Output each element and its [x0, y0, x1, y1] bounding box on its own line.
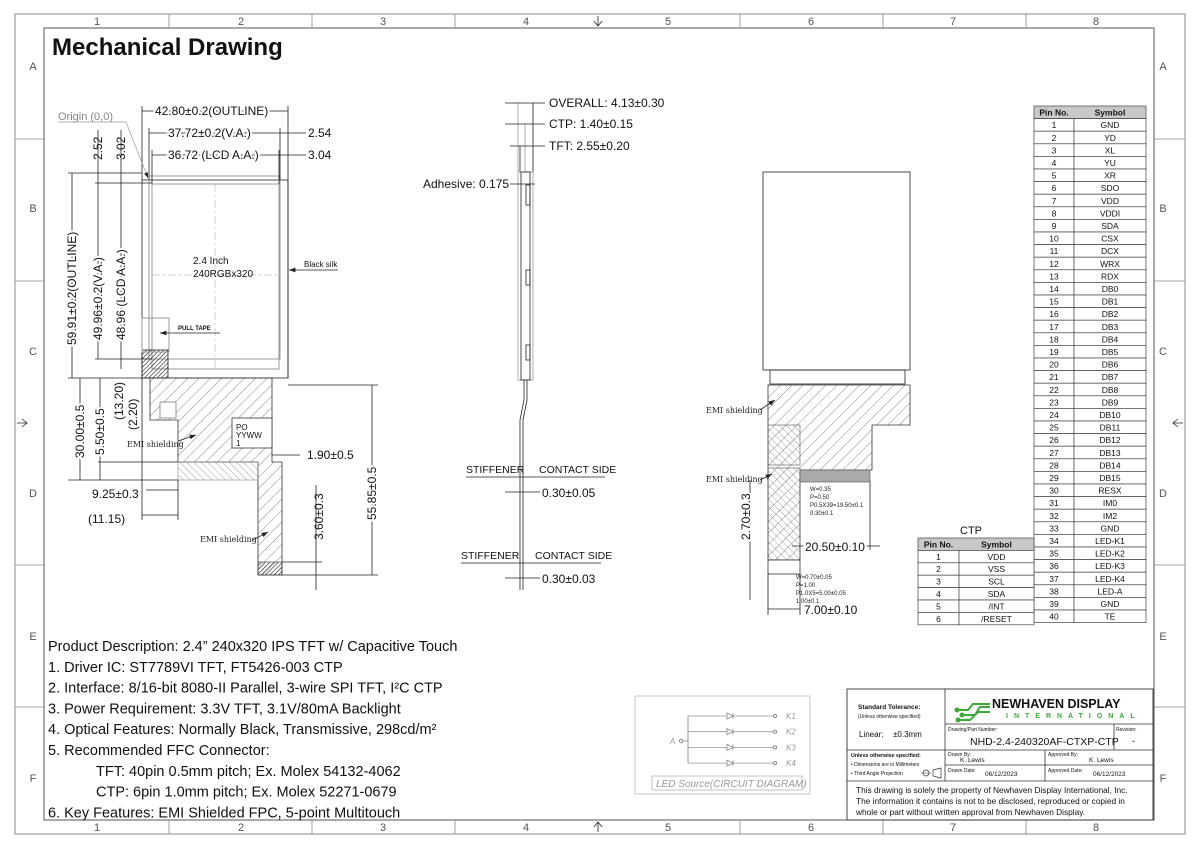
table-row	[1034, 144, 1146, 157]
pin-symbol: DB8	[1101, 384, 1119, 395]
pin-number: 22	[1049, 384, 1059, 395]
led-branch	[688, 743, 796, 752]
dim-55-85: 55.85±0.5	[365, 466, 379, 520]
rear-view	[706, 172, 910, 617]
table-row	[1034, 534, 1146, 547]
table-row	[1034, 459, 1146, 472]
row-label: A	[29, 61, 37, 73]
pin-symbol: LED-K1	[1095, 536, 1125, 546]
pin-symbol: DB0	[1101, 284, 1119, 294]
third-angle-projection-icon	[921, 768, 941, 778]
pin-symbol: /INT	[988, 601, 1005, 612]
dim-stiffener-thickness-1: 0.30±0.05	[542, 486, 596, 500]
tft-pad-span: P0.5X39=19.50±0.1	[810, 503, 864, 509]
description-line: 4. Optical Features: Normally Black, Transmissive, 298cd/m²	[48, 722, 437, 739]
column-label: 5	[664, 822, 672, 834]
pin-number: 8	[1051, 208, 1057, 219]
pin-symbol: DB12	[1099, 435, 1121, 446]
pin-number: 6	[1051, 183, 1057, 194]
dim-outline-width: 42.80±0.2(OUTLINE)	[155, 104, 269, 118]
pin-number: 11	[1049, 246, 1059, 257]
pin-symbol: LED-K4	[1095, 573, 1125, 584]
row-labels-right	[1159, 61, 1167, 785]
pin-symbol: DB15	[1099, 473, 1121, 483]
emi-shielding-label-1: EMI shielding	[127, 440, 184, 449]
tft-pad-pitch: P=0.50	[810, 495, 830, 501]
row-label: C	[1159, 346, 1167, 358]
tft-pin-table	[1034, 106, 1146, 623]
pin-symbol: DCX	[1101, 246, 1119, 257]
dim-va-height: 49.96±0.2(V.A.)	[91, 257, 105, 340]
page-title: Mechanical Drawing	[52, 34, 283, 61]
table-row	[1034, 169, 1146, 182]
pin-symbol: DB5	[1101, 347, 1119, 357]
dim-2-2: (2.20)	[126, 398, 140, 430]
pin-number: 31	[1049, 498, 1059, 509]
pin-symbol: DB13	[1099, 447, 1121, 458]
dim-11-15: (11.15)	[88, 512, 126, 526]
row-label: E	[1159, 631, 1167, 643]
stiffener-label-1: STIFFENER	[466, 464, 525, 476]
column-label: 4	[522, 16, 530, 28]
pin-number: 1	[936, 551, 941, 562]
column-labels-top	[94, 16, 1099, 28]
pin-number: 18	[1049, 334, 1059, 345]
pin-number: 27	[1049, 447, 1059, 458]
pin-number: 29	[1049, 473, 1059, 483]
row-label: F	[29, 773, 37, 785]
table-row	[1034, 156, 1146, 169]
pin-number: 5	[1051, 170, 1057, 181]
pin-symbol: VDDI	[1099, 208, 1121, 219]
dim-5-5: 5.50±0.5	[93, 408, 107, 455]
pin-symbol: SDO	[1100, 183, 1120, 194]
table-header: Pin No.	[1039, 107, 1069, 118]
pin-symbol: DB1	[1101, 296, 1119, 307]
column-label: 6	[807, 822, 815, 834]
pin-number: 36	[1049, 561, 1059, 572]
table-row	[1034, 207, 1146, 220]
table-row	[1034, 333, 1146, 346]
table-row	[1034, 471, 1146, 484]
table-row	[1034, 509, 1146, 522]
pin-number: 33	[1049, 523, 1059, 534]
row-labels-left	[29, 61, 37, 785]
table-row	[1034, 585, 1146, 598]
logo-text-main: NEWHAVEN DISPLAY	[992, 697, 1121, 711]
part-number-label: Drawing/Part Number:	[948, 727, 998, 733]
pin-number: 13	[1049, 271, 1059, 282]
column-label: 4	[522, 822, 530, 834]
pin-number: 1	[1051, 120, 1057, 131]
table-row	[1034, 408, 1146, 421]
column-label: 1	[93, 822, 101, 834]
pin-symbol: VDD	[987, 551, 1006, 562]
pin-number: 35	[1049, 548, 1059, 559]
pin-symbol: DB10	[1099, 410, 1121, 420]
pin-symbol: VSS	[987, 564, 1006, 575]
pin-number: 17	[1049, 321, 1059, 332]
linear-tolerance-value: ±0.3mm	[893, 730, 922, 739]
pin-number: 15	[1049, 296, 1059, 307]
pin-symbol: IM2	[1102, 510, 1118, 521]
pin-symbol: GND	[1100, 120, 1120, 131]
emi-shielding-label-2: EMI shielding	[200, 535, 257, 544]
column-label: 5	[664, 16, 672, 28]
table-row	[918, 563, 1034, 575]
table-row	[1034, 119, 1146, 132]
table-header: Symbol	[981, 539, 1012, 550]
dim-ctp-fpc-width: 7.00±0.10	[804, 603, 858, 617]
emi-shielding-label-3: EMI shielding	[706, 406, 763, 415]
dim-ctp-thickness: CTP: 1.40±0.15	[549, 117, 633, 131]
table-row	[918, 612, 1034, 624]
pin-symbol: /RESET	[981, 613, 1012, 624]
notice-line-2: The information it contains is not to be disclosed, reproduced or copied in	[856, 796, 1125, 806]
approved-date: 06/12/2023	[1093, 771, 1126, 778]
pin-number: 10	[1049, 233, 1059, 244]
ctp-pad-pitch: P=1.00	[796, 583, 816, 589]
pin-number: 5	[936, 601, 941, 612]
description-line: TFT: 40pin 0.5mm pitch; Ex. Molex 54132-4062	[96, 763, 401, 780]
led-branch	[688, 759, 796, 768]
anode-label: A	[670, 737, 676, 746]
pin-symbol: LED-K2	[1095, 548, 1125, 559]
table-row	[1034, 245, 1146, 258]
table-row	[1034, 547, 1146, 560]
table-row	[1034, 560, 1146, 573]
front-view	[58, 104, 379, 590]
pin-symbol: LED-K3	[1095, 561, 1125, 572]
pin-number: 23	[1049, 397, 1059, 408]
table-row	[1034, 295, 1146, 308]
circuit-caption: LED Source(CIRCUIT DIAGRAM)	[656, 779, 807, 790]
drawn-date: 06/12/2023	[985, 771, 1018, 778]
table-row	[918, 575, 1034, 587]
pull-tape-tab	[142, 350, 168, 378]
stiffener-label-2: STIFFENER	[461, 550, 520, 562]
pin-symbol: DB4	[1101, 334, 1119, 345]
pin-symbol: DB2	[1101, 309, 1119, 320]
black-silk-label: Black silk	[304, 260, 338, 269]
linear-label: Linear:	[859, 730, 884, 739]
table-row	[1034, 320, 1146, 333]
pin-number: 39	[1049, 599, 1059, 609]
contact-side-label-2: CONTACT SIDE	[535, 550, 613, 562]
pin-number: 9	[1051, 221, 1057, 231]
revision-label: Revision:	[1116, 727, 1137, 733]
pin-number: 3	[1051, 145, 1057, 156]
table-row	[1034, 434, 1146, 447]
table-row	[1034, 597, 1146, 610]
dimensions-note: • Dimensions are in Millimeters	[851, 762, 920, 768]
pin-symbol: TE	[1104, 611, 1116, 622]
pin-symbol: SCL	[988, 576, 1005, 587]
dim-2-52: 2.52	[91, 136, 105, 160]
approved-date-label: Approved Date:	[1048, 768, 1083, 774]
product-description	[48, 639, 457, 821]
terminal-icon	[773, 714, 776, 717]
column-label: 1	[93, 16, 101, 28]
dim-tft-thickness: TFT: 2.55±0.20	[549, 139, 630, 153]
table-row	[1034, 484, 1146, 497]
pin-symbol: CSX	[1101, 233, 1119, 244]
pin-number: 21	[1049, 372, 1059, 383]
pull-tape-label: PULL TAPE	[178, 326, 211, 332]
pin-number: 4	[1051, 158, 1057, 168]
pin-symbol: DB9	[1101, 397, 1119, 408]
drawn-by-label: Drawn By:	[948, 752, 972, 758]
description-line: CTP: 6pin 1.0mm pitch; Ex. Molex 52271-0679	[96, 784, 397, 801]
approved-by: K. Lewis	[1089, 757, 1114, 764]
table-row	[1034, 421, 1146, 434]
projection-note: • Third Angle Projection	[851, 771, 903, 777]
pin-number: 12	[1049, 258, 1059, 269]
cathode-label: K1	[786, 712, 796, 721]
dim-stiffener-thickness-2: 0.30±0.03	[542, 572, 596, 586]
notice-line-3: whole or part without written approval from Newhaven Display.	[856, 807, 1086, 817]
pin-symbol: DB3	[1101, 321, 1119, 332]
ctp-fpc-contacts	[768, 560, 800, 574]
pin-symbol: DB14	[1099, 460, 1121, 471]
column-label: 3	[379, 822, 387, 834]
table-row	[1034, 358, 1146, 371]
table-row	[1034, 232, 1146, 245]
origin-label: Origin (0,0)	[58, 111, 114, 123]
table-row	[1034, 497, 1146, 510]
pin-number: 38	[1049, 586, 1059, 597]
description-line: 3. Power Requirement: 3.3V TFT, 3.1V/80mA Backlight	[48, 701, 401, 718]
table-row	[1034, 345, 1146, 358]
table-row	[1034, 282, 1146, 295]
pin-symbol: XL	[1104, 145, 1116, 156]
pin-symbol: WRX	[1100, 258, 1120, 269]
pin-number: 37	[1049, 573, 1059, 584]
display-size-label: 2.4 Inch	[193, 256, 229, 267]
tolerance-subtitle: (Unless otherwise specified)	[858, 714, 921, 720]
dim-adhesive: Adhesive: 0.175	[423, 177, 510, 191]
pin-number: 2	[936, 564, 941, 575]
dim-1-9: 1.90±0.5	[307, 448, 354, 462]
pin-number: 24	[1049, 410, 1059, 420]
row-label: D	[29, 488, 37, 500]
dim-va-width: 37.72±0.2(V.A.)	[168, 126, 251, 140]
pin-number: 14	[1049, 284, 1059, 294]
led-diode-icon	[727, 713, 733, 719]
pin-number: 34	[1049, 536, 1059, 546]
pin-symbol: IM0	[1102, 498, 1118, 509]
dim-lcd-aa-width: 36.72 (LCD A.A.)	[168, 148, 259, 162]
table-header: Pin No.	[923, 539, 954, 550]
resolution-label: 240RGBx320	[193, 269, 254, 280]
table-row	[918, 588, 1034, 600]
table-row	[1034, 131, 1146, 144]
dim-3-02: 3.02	[114, 136, 128, 160]
cathode-label: K2	[786, 727, 796, 737]
unless-specified-title: Unless otherwise specified:	[851, 753, 921, 759]
cathode-label: K4	[786, 759, 796, 769]
emi-shielding-label-4: EMI shielding	[706, 475, 763, 484]
led-diode-icon	[727, 760, 733, 766]
table-row	[918, 550, 1034, 562]
column-label: 3	[379, 16, 387, 28]
table-row	[1034, 371, 1146, 384]
table-row	[1034, 270, 1146, 283]
pin-number: 4	[936, 589, 941, 599]
dim-3-04: 3.04	[308, 148, 332, 162]
table-row	[1034, 308, 1146, 321]
dim-2-7: 2.70±0.3	[739, 493, 753, 540]
tft-pad-edge: 0.30±0.1	[810, 511, 834, 517]
column-label: 2	[237, 16, 245, 28]
pin-number: 20	[1049, 359, 1059, 370]
pin-number: 2	[1051, 132, 1057, 143]
row-label: F	[1159, 773, 1167, 785]
pin-symbol: RESX	[1098, 485, 1122, 496]
table-row	[1034, 383, 1146, 396]
approved-by-label: Approved By:	[1048, 752, 1079, 758]
ctp-pad-span: P1.0X5=5.00±0.05	[796, 591, 846, 597]
description-line: 5. Recommended FFC Connector:	[48, 743, 270, 759]
tft-pad-width: W=0.35	[810, 487, 831, 493]
terminal-icon	[773, 762, 776, 765]
label-1: 1	[236, 439, 241, 448]
logo-text-sub: INTERNATIONAL	[1006, 713, 1141, 720]
dim-30: 30.00±0.5	[73, 404, 87, 458]
pin-symbol: YD	[1104, 132, 1116, 143]
dim-tft-fpc-width: 20.50±0.10	[805, 540, 865, 554]
column-label: 2	[237, 822, 245, 834]
label-yyww: YYWW	[236, 431, 262, 440]
pin-symbol: DB11	[1099, 422, 1121, 433]
newhaven-logo	[955, 697, 1141, 723]
pin-symbol: RDX	[1101, 271, 1119, 282]
column-label: 7	[949, 822, 957, 834]
notice-line-1: This drawing is solely the property of Newhaven Display International, Inc.	[856, 785, 1128, 795]
table-row	[1034, 446, 1146, 459]
pin-number: 40	[1049, 611, 1059, 622]
pin-symbol: XR	[1104, 170, 1116, 181]
pin-symbol: VDD	[1101, 195, 1119, 206]
column-label: 8	[1092, 16, 1100, 28]
side-view	[423, 96, 665, 590]
table-row	[1034, 257, 1146, 270]
description-line: 1. Driver IC: ST7789VI TFT, FT5426-003 CTP	[48, 659, 343, 676]
pin-number: 30	[1049, 485, 1059, 496]
table-row	[918, 600, 1034, 612]
label-po: PO	[236, 423, 248, 432]
drawn-by: K. Lewis	[960, 757, 985, 764]
column-label: 6	[807, 16, 815, 28]
dim-overall: OVERALL: 4.13±0.30	[549, 96, 665, 110]
tft-fpc-contacts	[800, 470, 870, 482]
dim-outline-height: 59.91±0.2(OUTLINE)	[65, 231, 79, 345]
row-label: D	[1159, 488, 1167, 500]
dim-9-25: 9.25±0.3	[92, 487, 139, 501]
row-label: B	[1159, 203, 1167, 215]
table-row	[1034, 572, 1146, 585]
row-label: E	[29, 631, 37, 643]
led-diode-icon	[727, 729, 733, 735]
dim-lcd-aa-height: 48.96 (LCD A.A.)	[114, 249, 128, 340]
pin-number: 19	[1049, 347, 1059, 357]
pin-number: 7	[1051, 195, 1057, 206]
terminal-icon	[773, 746, 776, 749]
contact-side-label-1: CONTACT SIDE	[539, 464, 617, 476]
pin-symbol: DB7	[1101, 372, 1119, 383]
pin-number: 3	[936, 576, 941, 587]
pin-symbol: SDA	[987, 589, 1006, 599]
drawn-date-label: Drawn Date:	[948, 768, 976, 774]
table-header: Symbol	[1094, 107, 1126, 118]
row-label: C	[29, 346, 37, 358]
pin-symbol: GND	[1100, 523, 1120, 534]
pin-number: 26	[1049, 435, 1059, 446]
description-line: 6. Key Features: EMI Shielded FPC, 5-point Multitouch	[48, 805, 401, 822]
dim-13-2: (13.20)	[112, 381, 126, 420]
ctp-table-title: CTP	[960, 525, 982, 537]
dim-3-6: 3.60±0.3	[312, 493, 326, 540]
table-row	[1034, 610, 1146, 623]
pin-symbol: DB6	[1101, 359, 1119, 370]
led-branch	[688, 728, 796, 737]
pin-number: 25	[1049, 422, 1059, 433]
description-line: Product Description: 2.4” 240x320 IPS TFT w/ Capacitive Touch	[48, 639, 458, 655]
row-label: B	[29, 203, 37, 215]
description-line: 2. Interface: 8/16-bit 8080-II Parallel, 3-wire SPI TFT, I²C CTP	[48, 680, 443, 697]
column-label: 8	[1092, 822, 1100, 834]
table-row	[1034, 396, 1146, 409]
column-label: 7	[949, 16, 957, 28]
tolerance-title: Standard Tolerance:	[858, 704, 921, 711]
part-number: NHD-2.4-240320AF-CTXP-CTP	[970, 736, 1119, 748]
pin-number: 16	[1049, 309, 1059, 320]
pin-symbol: GND	[1100, 599, 1120, 609]
pin-symbol: SDA	[1101, 221, 1119, 231]
pin-number: 32	[1049, 510, 1059, 521]
revision-value: -	[1132, 736, 1135, 746]
led-branch	[688, 712, 796, 721]
ctp-pad-width: W=0.70±0.05	[796, 575, 832, 581]
table-row	[1034, 182, 1146, 195]
ctp-pin-table	[918, 538, 1034, 625]
led-diode-icon	[727, 744, 733, 750]
table-row	[1034, 194, 1146, 207]
row-label: A	[1159, 61, 1167, 73]
pin-number: 6	[936, 613, 941, 624]
cathode-label: K3	[786, 743, 796, 753]
terminal-icon	[773, 730, 776, 733]
pin-number: 28	[1049, 460, 1059, 471]
pin-symbol: YU	[1104, 158, 1116, 168]
table-row	[1034, 219, 1146, 232]
dim-2-54: 2.54	[308, 126, 332, 140]
led-circuit-diagram	[635, 696, 810, 794]
ctp-pad-edge: 1.00±0.1	[796, 599, 820, 605]
pin-symbol: LED-A	[1097, 586, 1123, 597]
title-block	[847, 689, 1153, 820]
table-row	[1034, 522, 1146, 535]
